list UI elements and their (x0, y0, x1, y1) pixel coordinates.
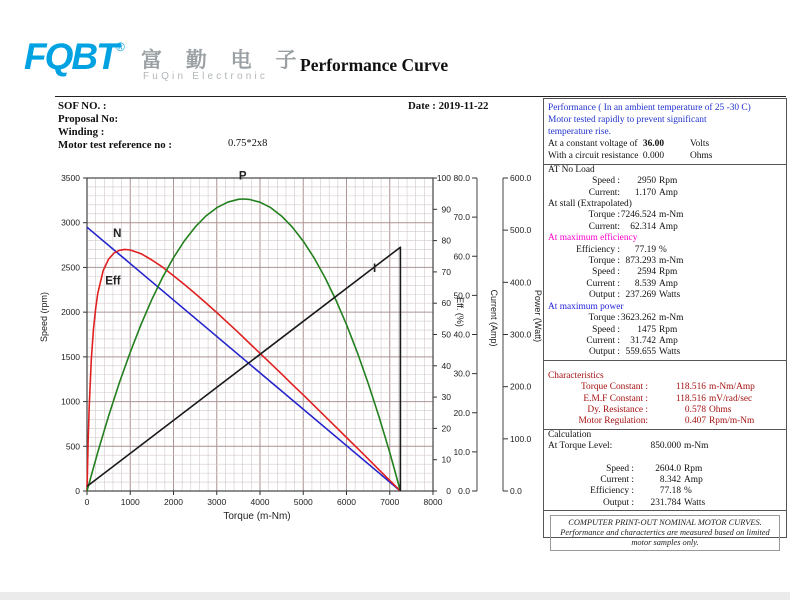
panel-divider (544, 510, 786, 511)
panel-row (544, 382, 786, 393)
svg-text:6000: 6000 (337, 497, 356, 507)
row-unit: Ohms (709, 404, 732, 415)
row-value: 237.269 (625, 290, 656, 301)
svg-text:0.0: 0.0 (510, 486, 522, 496)
svg-text:Eff. (%): Eff. (%) (455, 297, 465, 327)
panel-row (544, 222, 786, 233)
svg-text:40.0: 40.0 (453, 329, 470, 340)
svg-text:80.0: 80.0 (453, 173, 470, 183)
row-unit: Rpm (684, 463, 703, 474)
header-divider (55, 96, 786, 97)
row-value: 8.342 (659, 474, 681, 485)
performance-chart (0, 150, 560, 550)
svg-text:60: 60 (441, 298, 451, 309)
row-unit: % (659, 244, 667, 255)
row-label: Speed : (592, 267, 620, 278)
row-value: 0.578 (684, 404, 706, 415)
row-label: Motor Regulation: (578, 416, 648, 427)
panel-row (544, 313, 786, 324)
date-value: 2019-11-22 (438, 100, 489, 112)
row-label: Speed : (592, 176, 620, 187)
panel-row (544, 256, 786, 267)
row-unit: Rpm (659, 267, 678, 278)
panel-row (544, 245, 786, 256)
panel-calculation (544, 430, 786, 509)
row-unit: Rpm (659, 324, 678, 335)
row-label: Torque : (588, 256, 620, 267)
svg-text:300.0: 300.0 (510, 329, 532, 340)
row-value: 2950 (637, 176, 656, 187)
row-label: Speed : (606, 463, 634, 474)
row-label: Current: (588, 187, 620, 198)
row-label: Current: (588, 221, 620, 232)
row-unit: Watts (659, 290, 681, 301)
row-unit: Amp (659, 278, 678, 289)
svg-text:0: 0 (84, 497, 90, 507)
row-value: 31.742 (630, 335, 656, 346)
section-heading: Characteristics (548, 370, 604, 381)
row-label: At a constant voltage of (548, 139, 638, 149)
row-label: Efficiency : (590, 486, 634, 497)
row-value: 1.170 (634, 187, 656, 198)
row-unit: % (684, 486, 692, 497)
panel-characteristics (544, 371, 786, 428)
logo-text: FQBT (24, 36, 117, 77)
row-unit: m-Nm (684, 441, 709, 452)
row-label: Output : (589, 347, 620, 358)
row-label: Output : (603, 497, 634, 508)
y-axis-power (503, 173, 543, 496)
logo-chinese-name: 富 勤 电 子 (141, 49, 306, 72)
panel-row (544, 394, 786, 405)
row-unit: Amp (659, 187, 678, 198)
svg-text:0: 0 (75, 486, 80, 496)
info-label-proposal-no: Proposal No: (58, 113, 119, 125)
row-label: Output : (589, 290, 620, 301)
svg-text:20: 20 (441, 423, 451, 434)
section-heading: Calculation (548, 429, 592, 440)
torque-level-row (544, 441, 786, 452)
panel-row (544, 416, 786, 427)
row-value: 118.516 (675, 382, 706, 393)
info-label-motor-test-reference: Motor test reference no : (58, 139, 172, 151)
panel-intro (544, 102, 786, 163)
row-unit: Volts (690, 139, 710, 149)
row-value: 231.784 (650, 497, 681, 508)
row-value: 0.000 (642, 151, 664, 162)
row-value: 2604.0 (655, 463, 681, 474)
curve-label-P: P (238, 170, 247, 183)
panel-row (544, 464, 786, 475)
row-label: Torque : (588, 210, 620, 221)
svg-text:4000: 4000 (250, 497, 270, 507)
y-axis-speed (39, 173, 87, 496)
row-unit: Amp (684, 474, 703, 485)
curve-label-Eff: Eff (105, 275, 121, 288)
section-heading: At maximum power (548, 301, 624, 312)
panel-row (544, 290, 786, 301)
svg-text:100.0: 100.0 (510, 433, 532, 444)
row-unit: Rpm (659, 176, 678, 187)
footer-note-line: Performance and charactertics are measured based on limited (560, 528, 770, 538)
svg-text:500: 500 (65, 441, 80, 452)
panel-row (544, 498, 786, 509)
panel-row (544, 210, 786, 221)
svg-text:7000: 7000 (380, 497, 400, 507)
panel-row (544, 336, 786, 347)
row-unit: Watts (659, 347, 681, 358)
svg-text:2500: 2500 (61, 262, 80, 273)
row-label: Current : (600, 474, 634, 485)
svg-text:1500: 1500 (61, 351, 80, 362)
svg-text:0.0: 0.0 (458, 486, 470, 496)
page-title: Performance Curve (300, 55, 449, 75)
row-unit: Amp (659, 335, 678, 346)
svg-text:100: 100 (436, 173, 451, 183)
grid (87, 178, 433, 491)
footer-note-line: COMPUTER PRINT-OUT NOMINAL MOTOR CURVES. (568, 518, 762, 528)
svg-text:80: 80 (441, 235, 451, 246)
panel-intro-line: Motor tested rapidly to prevent significant (548, 115, 707, 125)
row-value: 0.407 (684, 416, 706, 427)
row-value: 3623.262 (620, 313, 656, 324)
panel-row (544, 279, 786, 290)
footer-note-line: motor samples only. (631, 538, 699, 548)
row-unit: Rpm/m-Nm (709, 416, 755, 427)
svg-text:2000: 2000 (164, 497, 183, 507)
performance-panel (543, 98, 787, 548)
svg-text:2000: 2000 (61, 307, 80, 318)
row-label: At Torque Level: (548, 441, 613, 452)
row-unit: m-Nm/Amp (709, 382, 755, 393)
panel-intro-line: temperature rise. (548, 127, 611, 137)
row-value: 7246.524 (620, 210, 656, 221)
row-value: 8.539 (634, 278, 656, 289)
row-value: 1475 (637, 324, 656, 335)
panel-row (544, 325, 786, 336)
row-unit: mV/rad/sec (709, 393, 753, 404)
curve-label-I: I (373, 262, 377, 275)
motor-test-reference-value: 0.75*2x8 (228, 138, 268, 149)
curve-label-N: N (113, 228, 122, 241)
registered-mark-icon: ® (116, 40, 125, 54)
svg-text:30: 30 (441, 392, 451, 403)
panel-intro-row (544, 150, 786, 162)
svg-text:0: 0 (446, 486, 451, 496)
svg-text:1000: 1000 (120, 497, 140, 507)
panel-row (544, 486, 786, 497)
svg-text:50.0: 50.0 (453, 290, 470, 301)
svg-text:3000: 3000 (207, 497, 227, 507)
panel-row (544, 475, 786, 486)
row-unit: m-Nm (659, 256, 684, 267)
svg-text:70.0: 70.0 (453, 212, 470, 223)
svg-text:Speed (rpm): Speed (rpm) (39, 291, 49, 343)
svg-text:8000: 8000 (423, 497, 443, 507)
panel-divider (544, 360, 786, 361)
row-value: 559.655 (625, 347, 656, 358)
x-axis (85, 491, 443, 522)
row-value: 62.314 (630, 221, 656, 232)
panel-row (544, 267, 786, 278)
svg-text:10: 10 (441, 454, 451, 465)
row-value: 36.00 (642, 139, 664, 149)
row-label: Torque : (588, 313, 620, 324)
row-value: 118.516 (675, 393, 706, 404)
series-Eff (87, 249, 400, 491)
section-heading: AT No Load (548, 164, 595, 175)
section-heading: At stall (Extrapolated) (548, 199, 632, 210)
series-P (87, 199, 400, 491)
row-unit: Amp (659, 221, 678, 232)
row-label: Current : (586, 278, 620, 289)
spacer (544, 453, 786, 464)
info-label-sof-no: SOF NO. : (58, 100, 107, 112)
page-edge (0, 592, 790, 600)
row-value: 77.18 (659, 486, 681, 497)
svg-text:3000: 3000 (61, 217, 80, 228)
row-unit: Ohms (690, 151, 713, 162)
svg-text:500.0: 500.0 (510, 225, 532, 236)
panel-sections (544, 165, 786, 359)
svg-text:Torque (m-Nm): Torque (m-Nm) (223, 511, 291, 522)
row-label: Efficiency : (576, 244, 620, 255)
panel-intro-row (544, 138, 786, 150)
info-label-winding: Winding : (58, 126, 105, 138)
panel-row (544, 188, 786, 199)
date-label: Date : (408, 100, 436, 112)
svg-text:50: 50 (441, 329, 451, 340)
panel-footer-note (550, 515, 780, 551)
y-axis-current (453, 173, 499, 496)
svg-text:1000: 1000 (61, 396, 80, 407)
row-value: 2594 (637, 267, 656, 278)
row-unit: Watts (684, 497, 706, 508)
row-label: Torque Constant : (580, 382, 648, 393)
svg-text:40: 40 (441, 360, 451, 371)
svg-text:Power (Watt): Power (Watt) (533, 289, 543, 343)
svg-text:30.0: 30.0 (453, 368, 470, 379)
row-label: Current : (586, 335, 620, 346)
series-I (87, 247, 400, 491)
row-label: Dy. Resistance : (587, 404, 648, 415)
svg-text:400.0: 400.0 (510, 277, 532, 288)
row-value: 850.000 (650, 441, 681, 452)
svg-text:5000: 5000 (293, 497, 313, 507)
row-value: 77.19 (634, 244, 656, 255)
row-value: 873.293 (625, 256, 656, 267)
date-row (408, 100, 488, 112)
panel-row (544, 405, 786, 416)
svg-text:200.0: 200.0 (510, 381, 532, 392)
svg-text:600.0: 600.0 (510, 173, 532, 183)
svg-text:10.0: 10.0 (453, 446, 470, 457)
row-unit: m-Nm (659, 210, 684, 221)
panel-row (544, 347, 786, 358)
row-label: With a circuit resistance (548, 151, 639, 162)
svg-text:Current (Amp): Current (Amp) (489, 289, 499, 347)
row-label: E.M.F Constant : (583, 393, 648, 404)
panel-intro-line: Performance ( In an ambient temperature of 25 -30 C) (548, 103, 751, 113)
svg-text:70: 70 (441, 266, 451, 277)
logo-subtitle: FuQin Electronic (143, 71, 269, 82)
svg-text:20.0: 20.0 (453, 407, 470, 418)
section-heading: At maximum efficiency (548, 233, 638, 244)
row-label: Speed : (592, 324, 620, 335)
row-unit: m-Nm (659, 313, 684, 324)
panel-row (544, 176, 786, 187)
svg-text:60.0: 60.0 (453, 251, 470, 262)
svg-text:3500: 3500 (61, 173, 80, 183)
svg-text:90: 90 (441, 204, 451, 215)
